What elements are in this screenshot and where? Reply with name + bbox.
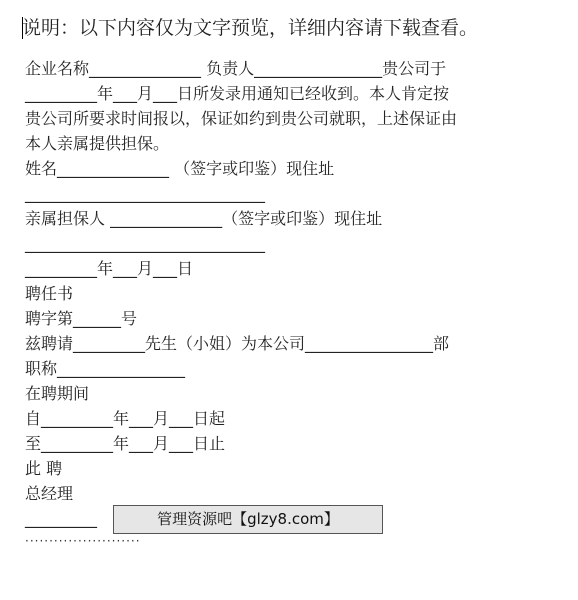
doc-line: 在聘期间 bbox=[25, 384, 90, 403]
doc-line: ______________________________ bbox=[25, 184, 265, 203]
dotted-separator: ························ bbox=[25, 534, 141, 548]
doc-line: 本人亲属提供担保。 bbox=[25, 134, 170, 153]
doc-line: 职称________________ bbox=[25, 359, 186, 378]
doc-line: ______________________________ bbox=[25, 234, 265, 253]
doc-line: 亲属担保人 ______________（签字或印鉴）现住址 bbox=[25, 209, 383, 228]
doc-line: _________年___月___日所发录用通知已经收到。本人肯定按 bbox=[25, 84, 450, 103]
doc-line: 自_________年___月___日起 bbox=[25, 409, 226, 428]
doc-line: 兹聘请_________先生（小姐）为本公司________________部 bbox=[25, 334, 450, 353]
doc-line: 聘任书 bbox=[25, 284, 74, 303]
site-banner-link[interactable]: 管理资源吧【glzy8.com】 bbox=[113, 505, 383, 534]
doc-line: 聘字第______号 bbox=[25, 309, 138, 328]
doc-line: 此 聘 bbox=[25, 459, 63, 478]
doc-line: 姓名______________ （签字或印鉴）现住址 bbox=[25, 159, 335, 178]
doc-line: _________年___月___日 bbox=[25, 259, 194, 278]
doc-line: 至_________年___月___日止 bbox=[25, 434, 226, 453]
doc-line: 总经理 bbox=[25, 484, 74, 503]
document-body bbox=[25, 56, 555, 531]
preview-notice: 说明：以下内容仅为文字预览，详细内容请下载查看。 bbox=[22, 17, 479, 39]
doc-line: 贵公司所要求时间报以，保证如约到贵公司就职，上述保证由 bbox=[25, 109, 458, 128]
doc-line: 企业名称______________ 负责人________________贵公司于 bbox=[25, 59, 447, 78]
doc-line: _________ bbox=[25, 509, 97, 528]
